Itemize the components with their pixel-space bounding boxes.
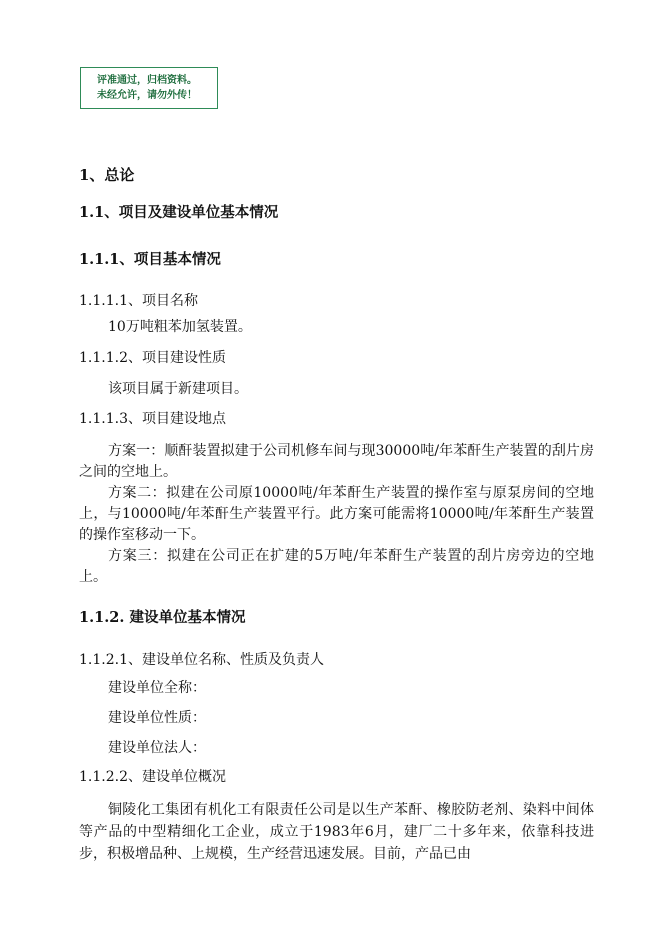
heading-1-1-1-3: 1.1.1.3、项目建设地点 [79,411,226,427]
heading-1-1-2-1: 1.1.2.1、建设单位名称、性质及负责人 [79,652,324,668]
unit-nature-label: 建设单位性质： [108,710,206,726]
company-overview-text: 铜陵化工集团有机化工有限责任公司是以生产苯酐、橡胶防老剂、染料中间体等产品的中型精细化工企业，成立于1983年6月，建厂二十多年来，依靠科技进步，积极增品种、上规模，生产经营迅速发展。目前，产品已由 [79,802,594,862]
heading-1-1-1: 1.1.1、项目基本情况 [79,251,221,268]
site-plan-1: 方案一：顺酐装置拟建于公司机修车间与现30000吨/年苯酐生产装置的刮片房之间的空地上。 [79,443,594,480]
project-nature-text: 该项目属于新建项目。 [108,381,248,397]
heading-1-1-1-2: 1.1.1.2、项目建设性质 [79,350,226,366]
heading-1-1-2-2: 1.1.2.2、建设单位概况 [79,769,226,785]
confidential-stamp [80,67,218,109]
heading-1-1: 1.1、项目及建设单位基本情况 [79,204,279,221]
unit-name-label: 建设单位全称： [108,680,206,696]
heading-1-1-1-1: 1.1.1.1、项目名称 [79,293,198,309]
unit-legal-label: 建设单位法人： [108,740,206,756]
stamp-line-2: 未经允许，请勿外传！ [97,90,197,101]
stamp-line-1: 评准通过，归档资料。 [97,75,197,86]
site-plan-3: 方案三：拟建在公司正在扩建的5万吨/年苯酐生产装置的刮片房旁边的空地上。 [79,548,594,585]
heading-chapter-1: 1、总论 [79,166,135,184]
project-name-text: 10万吨粗苯加氢装置。 [108,319,252,335]
heading-1-1-2: 1.1.2. 建设单位基本情况 [79,609,246,626]
site-plan-2: 方案二：拟建在公司原10000吨/年苯酐生产装置的操作室与原泵房间的空地上，与10000吨/年苯酐生产装置平行。此方案可能需将10000吨/年苯酐生产装置的操作室移动一下。 [79,485,594,543]
